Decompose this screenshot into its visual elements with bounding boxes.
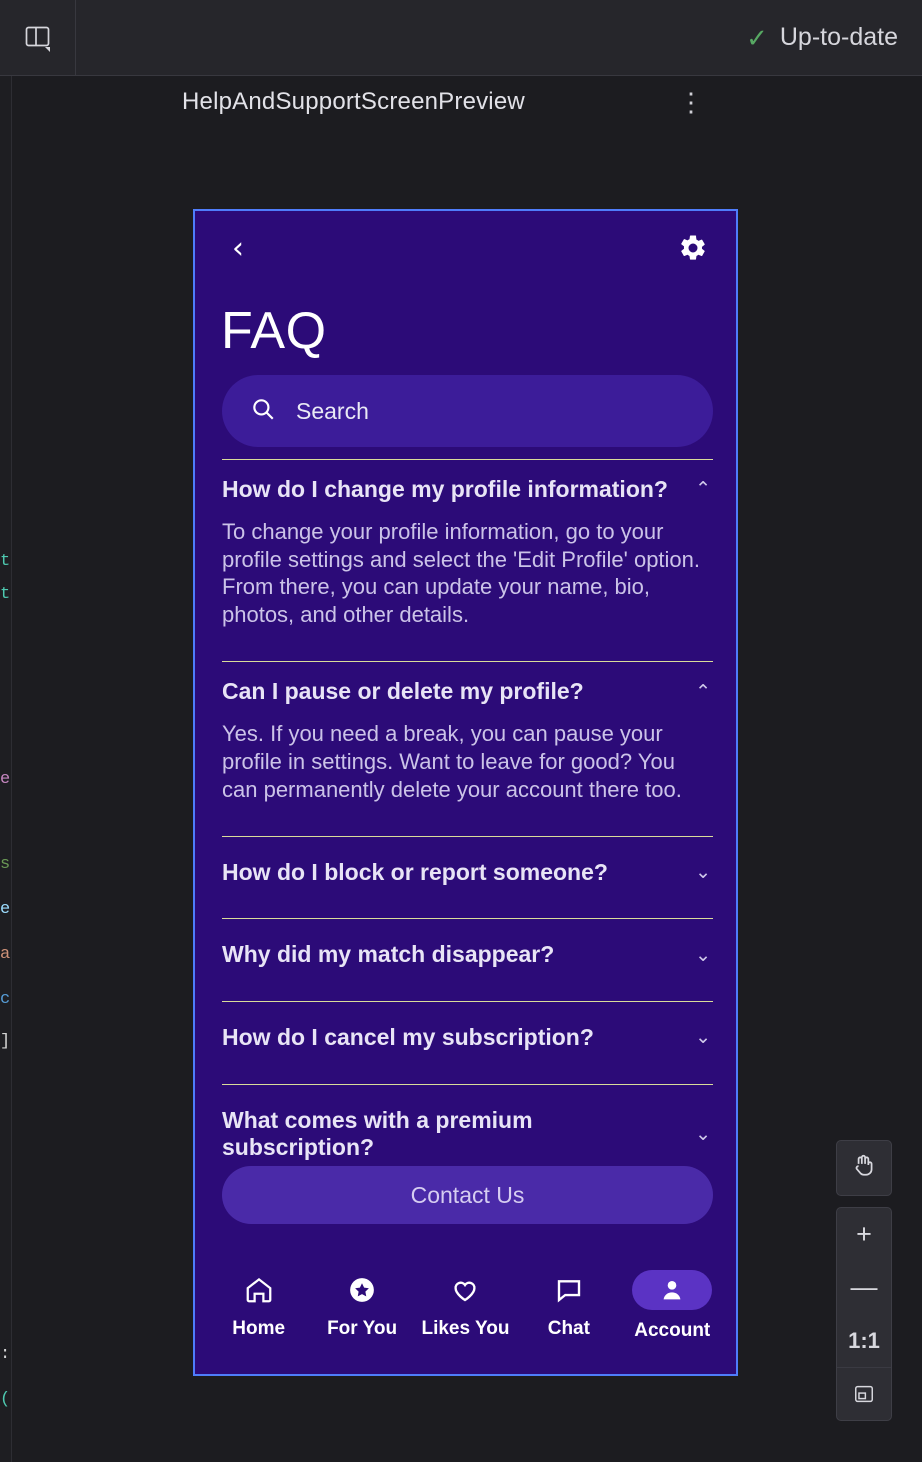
home-icon bbox=[244, 1272, 274, 1308]
nav-item-for-you[interactable] bbox=[314, 1272, 410, 1340]
faq-question-row[interactable] bbox=[222, 662, 713, 720]
more-vertical-icon[interactable]: ⋮ bbox=[678, 87, 704, 117]
faq-item[interactable] bbox=[222, 1001, 713, 1084]
search-placeholder: Search bbox=[296, 397, 369, 424]
faq-question-row[interactable] bbox=[222, 460, 713, 518]
hand-icon bbox=[851, 1152, 877, 1185]
nav-item-label: Likes You bbox=[421, 1318, 510, 1339]
code-fragment: ] bbox=[0, 1032, 11, 1051]
faq-question: What comes with a premium subscription? bbox=[222, 1106, 533, 1161]
faq-question: How do I change my profile information? bbox=[222, 476, 668, 502]
app-screen bbox=[195, 211, 736, 1374]
check-icon: ✓ bbox=[746, 22, 768, 53]
chevron-left-icon[interactable]: ‹ bbox=[232, 230, 244, 266]
nav-item-chat[interactable] bbox=[521, 1272, 617, 1340]
chevron-down-icon[interactable]: ⌄ bbox=[695, 1122, 711, 1145]
code-fragment: e bbox=[0, 900, 11, 919]
nav-item-label: Home bbox=[232, 1318, 286, 1339]
chevron-down-icon[interactable]: ⌄ bbox=[695, 1026, 711, 1049]
faq-answer: Yes. If you need a break, you can pause your profile in settings. Want to leave for good? You can permanently delete your account there too. bbox=[222, 720, 682, 802]
faq-item[interactable] bbox=[222, 661, 713, 835]
code-fragment: t bbox=[0, 585, 11, 604]
search-icon bbox=[250, 396, 276, 427]
person-icon bbox=[632, 1270, 712, 1310]
app-top-bar bbox=[195, 211, 736, 285]
faq-question: How do I block or report someone? bbox=[222, 858, 608, 885]
contact-us-button[interactable]: Contact Us bbox=[222, 1166, 713, 1224]
code-fragment: : bbox=[0, 1345, 11, 1364]
bottom-navigation-bar[interactable] bbox=[195, 1252, 736, 1374]
code-fragment: s bbox=[0, 855, 11, 874]
faq-question: How do I cancel my subscription? bbox=[222, 1023, 594, 1050]
heart-icon bbox=[450, 1272, 480, 1308]
status-badge bbox=[746, 23, 898, 52]
code-fragment: a bbox=[0, 945, 11, 964]
layout-panel-icon bbox=[23, 23, 53, 53]
code-fragment: e bbox=[0, 770, 11, 789]
star-badge-icon bbox=[347, 1272, 377, 1308]
code-fragment: t bbox=[0, 552, 11, 571]
nav-item-account[interactable] bbox=[624, 1270, 720, 1342]
code-fragment: ( bbox=[0, 1390, 11, 1409]
chevron-up-icon[interactable]: ⌃ bbox=[695, 680, 711, 703]
search-input[interactable] bbox=[222, 375, 713, 447]
chat-bubble-icon bbox=[554, 1272, 584, 1308]
page-title: FAQ bbox=[221, 302, 327, 360]
chevron-up-icon[interactable]: ⌃ bbox=[695, 478, 711, 501]
faq-question: Can I pause or delete my profile? bbox=[222, 678, 584, 705]
faq-question-row[interactable] bbox=[222, 837, 713, 919]
nav-item-label: Chat bbox=[547, 1318, 590, 1339]
pan-tool-button[interactable] bbox=[836, 1140, 892, 1196]
nav-item-label: Account bbox=[634, 1320, 711, 1341]
preview-header bbox=[182, 88, 714, 116]
ide-top-bar bbox=[0, 0, 922, 76]
chevron-down-icon[interactable]: ⌄ bbox=[695, 943, 711, 966]
faq-question-row[interactable] bbox=[222, 919, 713, 1001]
faq-item[interactable] bbox=[222, 918, 713, 1001]
chevron-down-icon[interactable]: ⌄ bbox=[695, 861, 711, 884]
zoom-out-button[interactable]: — bbox=[850, 1272, 878, 1302]
gear-icon[interactable] bbox=[676, 231, 710, 265]
toggle-panel-button[interactable] bbox=[0, 0, 76, 76]
zoom-in-button[interactable]: + bbox=[856, 1219, 872, 1249]
editor-gutter-strip bbox=[0, 76, 12, 1462]
nav-item-label: For You bbox=[327, 1318, 398, 1339]
zoom-level-label[interactable]: 1:1 bbox=[848, 1327, 880, 1353]
faq-question: Why did my match disappear? bbox=[222, 941, 555, 968]
nav-item-home[interactable] bbox=[211, 1272, 307, 1340]
nav-item-likes-you[interactable] bbox=[417, 1272, 513, 1340]
faq-item[interactable] bbox=[222, 836, 713, 919]
zoom-tool-stack[interactable] bbox=[836, 1207, 892, 1421]
code-fragment: c bbox=[0, 990, 11, 1009]
device-preview-frame bbox=[193, 209, 738, 1376]
preview-title: HelpAndSupportScreenPreview bbox=[182, 88, 525, 115]
faq-question-row[interactable] bbox=[222, 1002, 713, 1084]
faq-item[interactable] bbox=[222, 459, 713, 661]
status-label: Up-to-date bbox=[779, 23, 898, 51]
faq-accordion-list[interactable] bbox=[222, 459, 713, 1161]
faq-answer: To change your profile information, go to your profile settings and select the 'Edit Profile' option. From there, you can update your name, bio, photos, and other details. bbox=[222, 518, 701, 628]
fit-screen-button[interactable] bbox=[837, 1367, 891, 1420]
